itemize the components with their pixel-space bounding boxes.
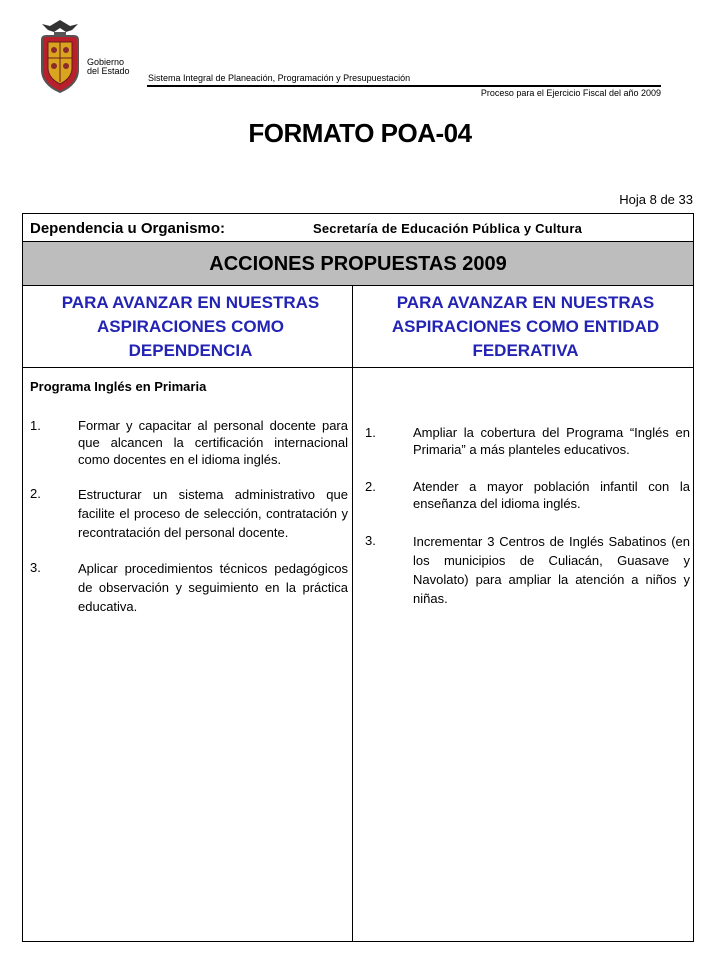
page-indicator: Hoja 8 de 33 xyxy=(619,192,693,207)
column-header-row xyxy=(23,286,693,368)
dependency-label: Dependencia u Organismo: xyxy=(30,220,226,237)
dependency-value: Secretaría de Educación Pública y Cultura xyxy=(313,221,583,236)
item-number: 2. xyxy=(365,479,376,494)
item-number: 1. xyxy=(365,425,376,440)
right-column-header: PARA AVANZAR EN NUESTRAS ASPIRACIONES COMO ENTIDAD FEDERATIVA xyxy=(391,293,660,360)
item-text: Incrementar 3 Centros de Inglés Sabatinos (en los municipios de Culiacán, Guasave y Navolato) para ampliar la atención a niños y niñas. xyxy=(413,534,690,606)
right-column-content xyxy=(365,424,695,625)
item-number: 1. xyxy=(30,418,41,433)
list-item xyxy=(30,417,350,468)
item-number: 3. xyxy=(365,533,376,548)
column-divider xyxy=(352,286,353,941)
item-number: 3. xyxy=(30,560,41,575)
acciones-title: ACCIONES PROPUESTAS 2009 xyxy=(23,242,693,286)
item-text: Ampliar la cobertura del Programa “Inglés en Primaria” a más planteles educativos. xyxy=(413,425,690,457)
dependency-row xyxy=(23,214,693,242)
gobierno-label xyxy=(87,58,130,76)
item-text: Estructurar un sistema administrativo que facilite el proceso de selección, contratación y recontratación del personal docente. xyxy=(78,487,348,540)
left-column-content xyxy=(30,378,350,633)
process-year: Proceso para el Ejercicio Fiscal del año 2009 xyxy=(480,88,661,98)
header-divider xyxy=(147,85,661,87)
program-title: Programa Inglés en Primaria xyxy=(30,379,207,394)
item-text: Aplicar procedimientos técnicos pedagógicos de observación y seguimiento en la práctica educativa. xyxy=(78,561,348,614)
state-seal-icon xyxy=(36,18,84,96)
list-item xyxy=(365,424,695,458)
list-item xyxy=(30,485,350,542)
list-item xyxy=(365,532,695,608)
form-table xyxy=(22,213,694,942)
list-item xyxy=(30,559,350,616)
system-name: Sistema Integral de Planeación, Programación y Presupuestación xyxy=(148,73,411,83)
gobierno-line-2: del Estado xyxy=(87,66,130,76)
document-title: FORMATO POA-04 xyxy=(248,118,472,148)
gobierno-line-1: Gobierno xyxy=(87,57,125,67)
item-text: Formar y capacitar al personal docente para que alcancen la certificación internacional como docentes en el idioma inglés. xyxy=(78,418,348,467)
list-item xyxy=(365,478,695,512)
left-column-header: PARA AVANZAR EN NUESTRAS ASPIRACIONES COMO DEPENDENCIA xyxy=(61,293,320,360)
item-number: 2. xyxy=(30,486,41,501)
item-text: Atender a mayor población infantil con la enseñanza del idioma inglés. xyxy=(413,479,690,511)
